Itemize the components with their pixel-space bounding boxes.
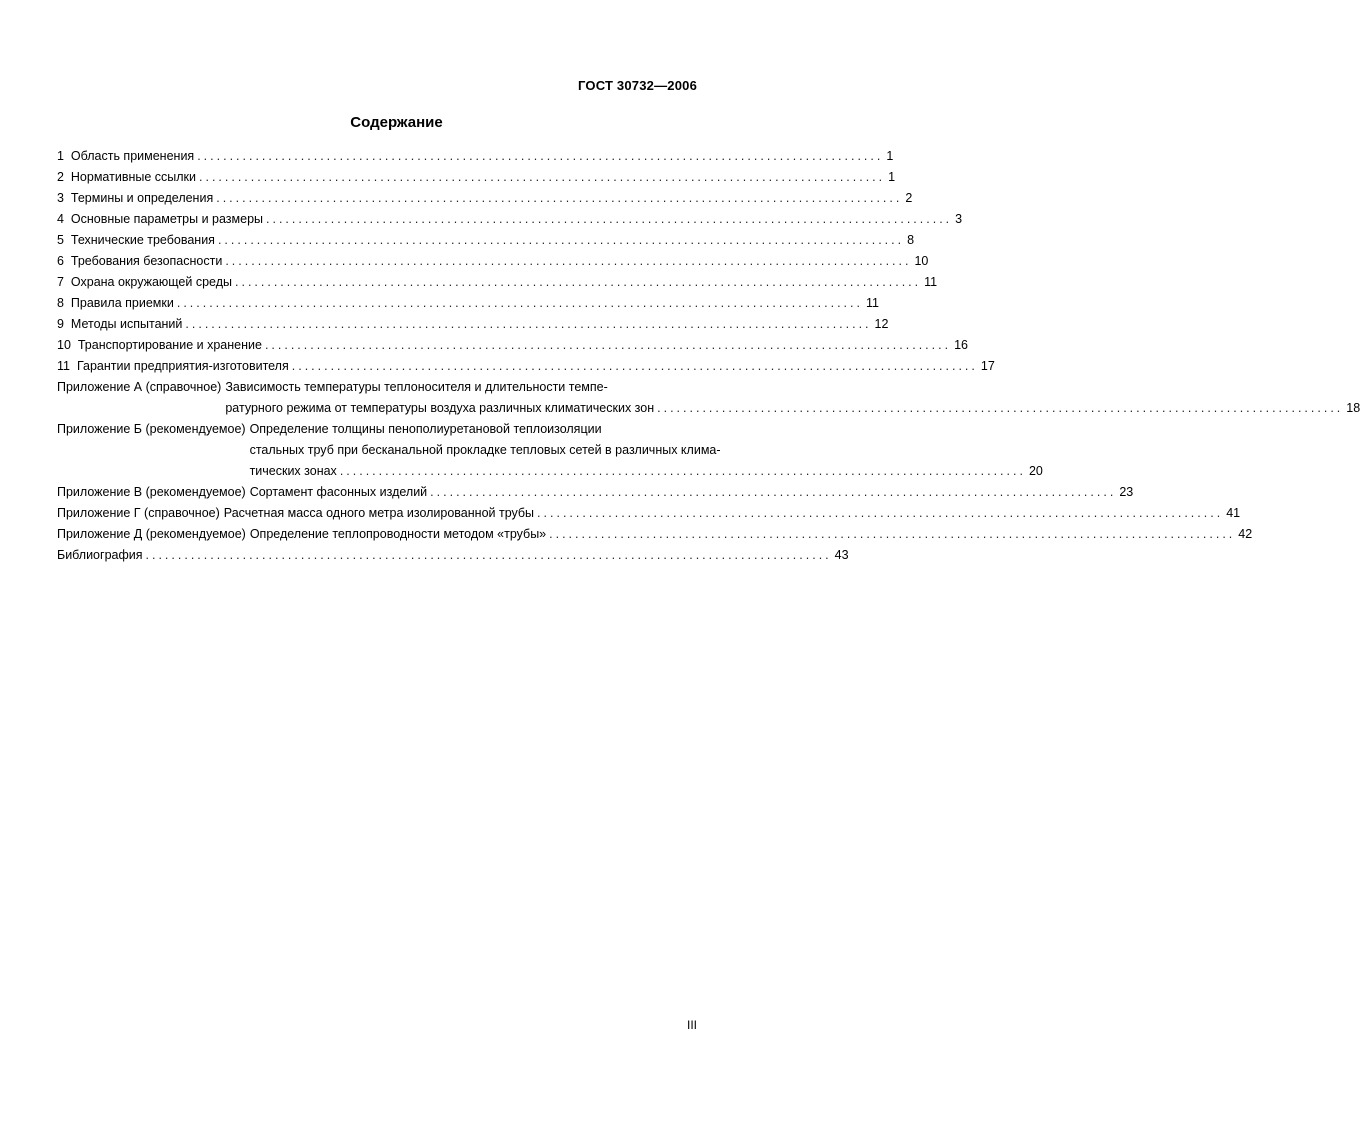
page-ref: 11 [924,275,938,289]
page-ref: 23 [1119,485,1134,499]
page-ref: 42 [1238,527,1253,541]
page-ref: 41 [1226,506,1241,520]
leader-dots: .......................................................................................................... [235,275,922,289]
standard-code: ГОСТ 30732—2006 [578,78,697,93]
page-ref: 17 [980,359,995,373]
leader-dots: .......................................................................................................... [537,506,1224,520]
table-of-contents [57,146,1360,566]
toc-title: Содержание [350,114,443,131]
appendix-label: Приложение А (справочное) [57,380,222,394]
page-ref: 12 [874,317,889,331]
bibliography-title: Библиография [57,548,143,562]
appendix-label: Приложение Г (справочное) [57,506,220,520]
page-ref: 43 [834,548,849,562]
section-title: Транспортирование и хранение [77,338,262,352]
leader-dots: .......................................................................................................... [291,359,978,373]
leader-dots: .......................................................................................................... [176,296,863,310]
leader-dots: .......................................................................................................... [339,464,1026,478]
leader-dots: .......................................................................................................... [430,485,1117,499]
appendix-title-line: Зависимость температуры теплоносителя и длительности темпе- [225,380,608,394]
section-title: Требования безопасности [70,254,223,268]
appendix-title-line: Определение толщины пенополиуретановой теплоизоляции [249,422,602,436]
section-title: Правила приемки [70,296,174,310]
appendix-title-line: тических зонах [249,464,337,478]
leader-dots: .......................................................................................................... [199,170,886,184]
section-number: 7 [57,275,64,289]
leader-dots: .......................................................................................................... [185,317,872,331]
toc-entry[interactable] [57,251,929,272]
page-ref: 16 [954,338,968,352]
toc-appendix-entry[interactable] [57,377,1360,419]
section-number: 5 [57,233,64,247]
toc-entry[interactable] [57,188,913,209]
section-title: Термины и определения [70,191,214,205]
leader-dots: .......................................................................................................... [216,191,903,205]
appendix-title-line: стальных труб при бесканальной прокладке тепловых сетей в различных клима- [249,443,721,457]
page-ref: 11 [865,296,879,310]
section-title: Область применения [70,149,195,163]
toc-entry[interactable] [57,230,915,251]
page-ref: 10 [914,254,929,268]
section-number: 1 [57,149,64,163]
leader-dots: .......................................................................................................... [217,233,905,247]
toc-appendix-entry[interactable] [57,524,1253,545]
section-number: 10 [57,338,71,352]
toc-entry[interactable] [57,167,896,188]
section-number: 8 [57,296,64,310]
appendix-title-line: ратурного режима от температуры воздуха различных климатических зон [225,401,655,415]
page-ref: 1 [888,170,896,184]
section-number: 2 [57,170,64,184]
page-ref: 8 [907,233,915,247]
page-ref: 18 [1346,401,1360,415]
toc-entry[interactable] [57,335,968,356]
section-title: Методы испытаний [70,317,183,331]
toc-entry-bibliography[interactable] [57,545,849,566]
leader-dots: .......................................................................................................... [657,401,1344,415]
page-ref: 1 [886,149,894,163]
toc-entry[interactable] [57,209,963,230]
page-ref: 20 [1028,464,1043,478]
section-number: 6 [57,254,64,268]
leader-dots: .......................................................................................................... [225,254,912,268]
appendix-title-line: Расчетная масса одного метра изолированной трубы [223,506,535,520]
appendix-title-line: Сортамент фасонных изделий [249,485,428,499]
section-title: Гарантии предприятия-изготовителя [76,359,289,373]
toc-entry[interactable] [57,272,938,293]
toc-appendix-entry[interactable] [57,503,1241,524]
section-title: Охрана окружающей среды [70,275,232,289]
leader-dots: .......................................................................................................... [197,149,884,163]
appendix-label: Приложение В (рекомендуемое) [57,485,246,499]
leader-dots: .......................................................................................................... [145,548,832,562]
toc-appendix-entry[interactable] [57,482,1134,503]
toc-entry[interactable] [57,356,995,377]
page-ref: 3 [955,212,963,226]
leader-dots: .......................................................................................................... [264,338,952,352]
section-number: 3 [57,191,64,205]
leader-dots: .......................................................................................................... [549,527,1236,541]
page-ref: 2 [905,191,913,205]
section-title: Нормативные ссылки [70,170,196,184]
appendix-title-line: Определение теплопроводности методом «трубы» [249,527,547,541]
section-number: 4 [57,212,64,226]
section-title: Технические требования [70,233,215,247]
leader-dots: .......................................................................................................... [266,212,953,226]
toc-entry[interactable] [57,314,889,335]
section-number: 9 [57,317,64,331]
section-title: Основные параметры и размеры [70,212,264,226]
appendix-label: Приложение Д (рекомендуемое) [57,527,246,541]
section-number: 11 [57,359,70,373]
toc-entry[interactable] [57,146,894,167]
toc-entry[interactable] [57,293,879,314]
appendix-label: Приложение Б (рекомендуемое) [57,422,246,436]
page-number: III [686,1018,697,1032]
toc-appendix-entry[interactable] [57,419,1043,482]
